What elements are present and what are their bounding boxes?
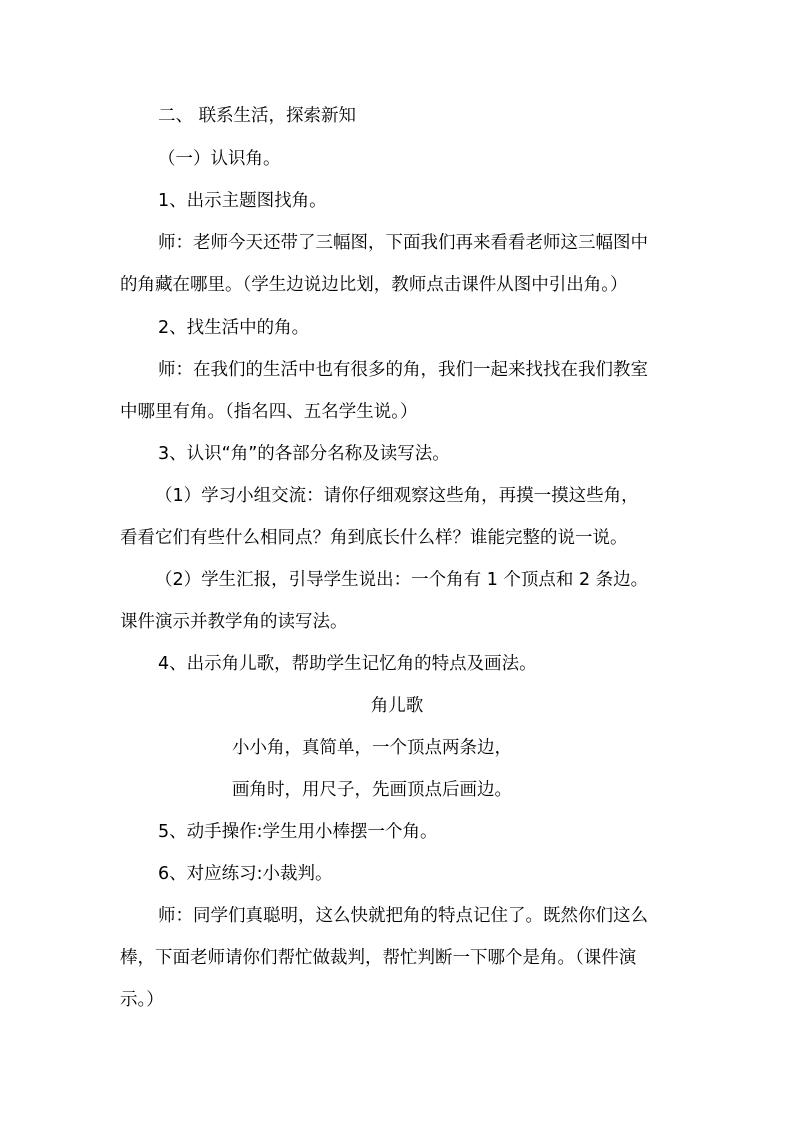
paragraph-line: （2）学生汇报，引导学生说出：一个角有 1 个顶点和 2 条边。 bbox=[155, 570, 649, 590]
step-6-heading: 6、对应练习:小裁判。 bbox=[158, 864, 333, 884]
section-heading: 二、 联系生活，探索新知 bbox=[158, 106, 357, 126]
paragraph-line: 的角藏在哪里。（学生边说边比划，教师点击课件从图中引出角。） bbox=[120, 275, 628, 295]
step-2-heading: 2、找生活中的角。 bbox=[158, 318, 310, 338]
paragraph-line: 看看它们有些什么相同点？角到底长什么样？谁能完整的说一说。 bbox=[120, 528, 628, 548]
step-3-heading: 3、认识“角”的各部分名称及读写法。 bbox=[158, 444, 450, 464]
paragraph-line: 师：老师今天还带了三幅图，下面我们再来看看老师这三幅图中 bbox=[158, 233, 648, 253]
step-1-heading: 1、出示主题图找角。 bbox=[158, 191, 327, 211]
paragraph-line: 示。） bbox=[120, 990, 164, 1010]
paragraph-line: 中哪里有角。（指名四、五名学生说。） bbox=[120, 402, 418, 422]
step-4-heading: 4、出示角儿歌，帮助学生记忆角的特点及画法。 bbox=[158, 654, 537, 674]
song-line: 小小角，真简单，一个顶点两条边， bbox=[232, 738, 512, 758]
paragraph-line: （1）学习小组交流：请你仔细观察这些角，再摸一摸这些角， bbox=[155, 486, 639, 506]
song-line: 画角时，用尺子，先画顶点后画边。 bbox=[232, 780, 512, 800]
subsection-heading: （一）认识角。 bbox=[158, 149, 281, 169]
paragraph-line: 师：同学们真聪明，这么快就把角的特点记住了。既然你们这么 bbox=[158, 906, 648, 926]
step-5-heading: 5、动手操作:学生用小棒摆一个角。 bbox=[158, 822, 438, 842]
song-title: 角儿歌 bbox=[370, 696, 424, 716]
paragraph-line: 课件演示并教学角的读写法。 bbox=[120, 612, 348, 632]
paragraph-line: 棒，下面老师请你们帮忙做裁判，帮忙判断一下哪个是角。（课件演 bbox=[120, 948, 637, 968]
paragraph-line: 师：在我们的生活中也有很多的角，我们一起来找找在我们教室 bbox=[158, 360, 648, 380]
